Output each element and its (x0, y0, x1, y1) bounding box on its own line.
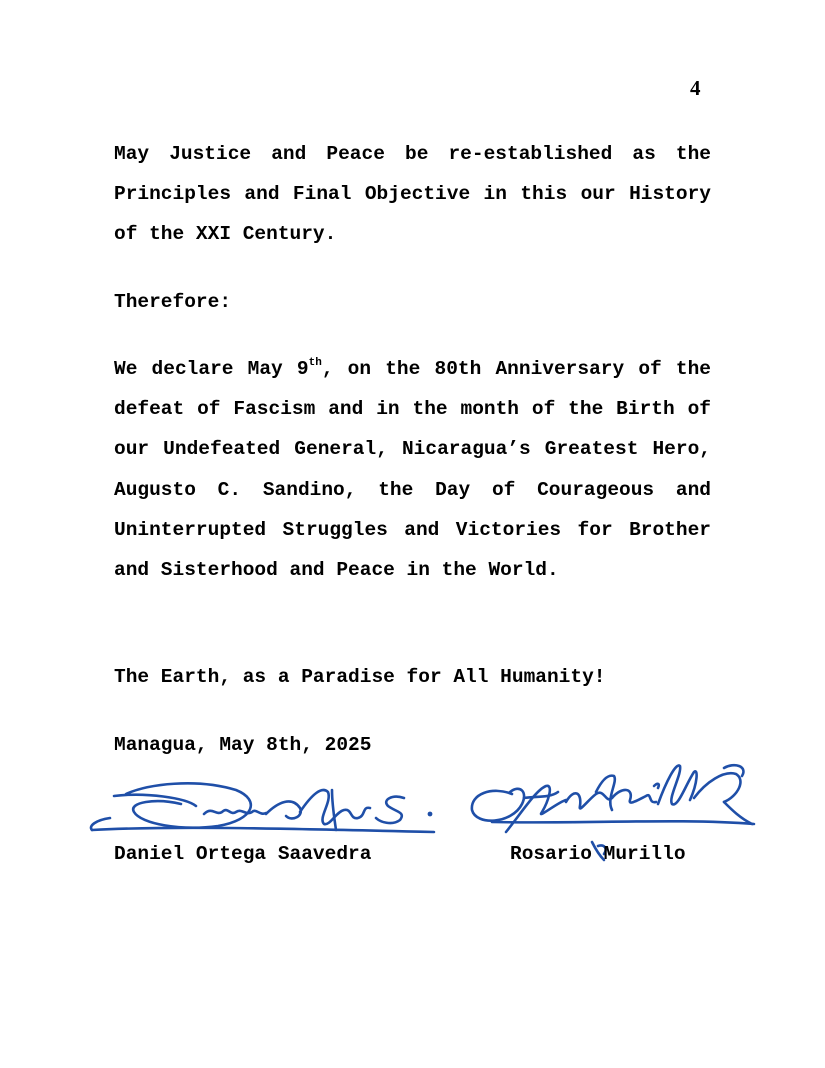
place-and-date: Managua, May 8th, 2025 (114, 734, 372, 756)
signatory-name-right: Rosario Murillo (510, 843, 686, 865)
paragraph-earth-paradise: The Earth, as a Paradise for All Humanity! (114, 666, 606, 688)
page-number: 4 (690, 76, 701, 100)
declaration-text-start: We declare May 9 (114, 358, 309, 380)
paragraph-justice-peace: May Justice and Peace be re-established as the Principles and Final Objective in this our History of the XXI Century. (114, 143, 711, 246)
declaration-text-rest: , on the 80th Anniversary of the defeat of Fascism and in the month of the Birth of our Undefeated General, Nicaragua’s Greatest Hero, Augusto C. Sandino, the Day of Courageous and Uninterrupted Struggles and Victories for Brother and Sisterhood and Peace in the World. (114, 358, 712, 582)
ordinal-superscript: th (308, 357, 322, 369)
paragraph-therefore: Therefore: (114, 291, 232, 313)
signatory-name-left: Daniel Ortega Saavedra (114, 843, 372, 865)
paragraph-declaration (114, 349, 711, 590)
signature-daniel-ortega (86, 772, 442, 844)
